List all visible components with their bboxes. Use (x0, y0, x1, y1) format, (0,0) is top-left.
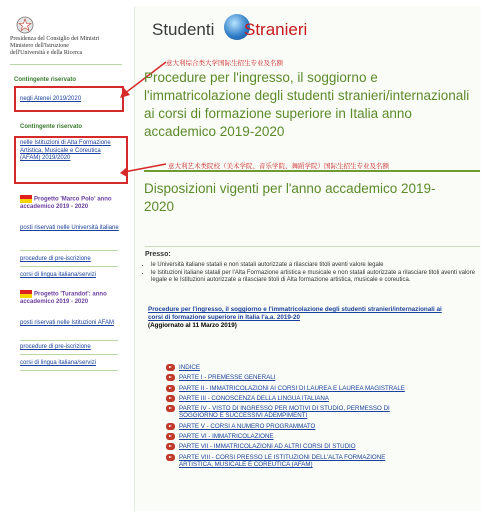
toc-label: PARTE IV - VISTO DI INGRESSO PER MOTIVI DI STUDIO, PERMESSO DI SOGGIORNO E SUCCESSIVI ADEMPIMENTI (179, 405, 390, 420)
toc-item-parte-6[interactable] (166, 433, 416, 440)
marco-polo-section (20, 195, 120, 212)
section-title: Contingente riservato (20, 124, 83, 130)
toc-label: PARTE I - PREMESSE GENERALI (179, 374, 276, 382)
italian-emblem-icon (16, 16, 34, 34)
sidebar-link-atenei[interactable]: negli Atenei 2019/2020 (20, 96, 82, 102)
sidebar-section-afam (20, 124, 124, 132)
arrow-bullet-icon (166, 405, 175, 412)
title-underline (144, 170, 480, 172)
annotation-afam: 意大利艺术类院校（美术学院、音乐学院、舞蹈学院）国际生招生专业及名额 (168, 163, 389, 170)
ministry-line: dell'Università e della Ricerca (10, 50, 83, 56)
china-flag-icon (20, 195, 32, 203)
sidebar-link-universita[interactable]: posti riservati nelle Università italiane (20, 225, 119, 231)
divider (20, 354, 118, 355)
sidebar-section-atenei (14, 77, 118, 85)
presso-block (145, 246, 480, 285)
toc-item-parte-1[interactable] (166, 374, 416, 381)
toc-item-parte-5[interactable] (166, 423, 416, 430)
table-of-contents (166, 364, 416, 471)
divider (20, 250, 118, 251)
arrow-bullet-icon (166, 433, 175, 440)
sidebar-link-corsi-lingua[interactable]: corsi di lingua italiana/servizi (20, 272, 97, 278)
divider (20, 340, 118, 341)
annotation-arrow-icon (118, 150, 168, 178)
sidebar-link-preiscrizione[interactable]: procedure di pre-iscrizione (20, 256, 91, 262)
divider (20, 370, 118, 371)
toc-label: PARTE V - CORSI A NUMERO PROGRAMMATO (179, 422, 316, 430)
procedure-date: (Aggiornato al 11 Marzo 2019) (148, 322, 237, 329)
toc-item-parte-2[interactable] (166, 385, 416, 392)
presso-item: • le Università italiane statali e non statali autorizzate a rilasciare titoli aventi valore legale (151, 262, 480, 269)
arrow-bullet-icon (166, 374, 175, 381)
china-flag-icon (20, 290, 32, 298)
section-title: Contingente riservato (14, 77, 77, 83)
marco-polo-title: Progetto 'Marco Polo' anno accademico 2019 - 2020 (20, 196, 112, 211)
toc-label: PARTE VII - IMMATRICOLAZIONI AD ALTRI CORSI DI STUDIO (179, 443, 356, 451)
toc-item-parte-4[interactable] (166, 405, 416, 420)
toc-item-parte-3[interactable] (166, 395, 416, 402)
sidebar-link-preiscrizione-2[interactable]: procedure di pre-iscrizione (20, 344, 91, 350)
toc-item-parte-8[interactable] (166, 454, 416, 469)
toc-label: INDICE (179, 364, 200, 371)
toc-item-parte-7[interactable] (166, 443, 416, 450)
sidebar-link-afam[interactable]: nelle Istituzioni di Alta Formazione Artistica, Musicale e Coreutica (AFAM) 2019/2020 (20, 140, 111, 161)
divider (10, 64, 122, 65)
logo-studenti: Studenti (152, 20, 215, 39)
sidebar-link-afam-posti[interactable]: posti riservati nelle Istituzioni AFAM (20, 320, 115, 326)
ministry-line: Presidenza del Consiglio dei Ministri (10, 36, 100, 42)
ministry-line: Ministero dell'Istruzione (10, 43, 69, 49)
toc-label: PARTE III - CONOSCENZA DELLA LINGUA ITALIANA (179, 394, 329, 402)
arrow-bullet-icon (166, 423, 175, 430)
turandot-section (20, 290, 120, 307)
procedure-link[interactable]: Procedure per l'ingresso, il soggiorno e l'immatricolazione degli studenti stranieri/internazionali ai corsi di formazione superiore in Italia l'a.a. 2019-20 (148, 306, 442, 321)
toc-label: PARTE II - IMMATRICOLAZIONI AI CORSI DI LAUREA E LAUREA MAGISTRALE (179, 384, 405, 392)
arrow-bullet-icon (166, 395, 175, 402)
logo-stranieri: Stranieri (244, 20, 308, 39)
procedure-block (148, 306, 448, 330)
divider (20, 266, 118, 267)
page-title: Procedure per l'ingresso, il soggiorno e l'immatricolazione degli studenti stranieri/internazionali ai corsi di formazione superiore in Italia anno accademico 2019-2020 (144, 70, 470, 139)
turandot-title: Progetto 'Turandot': anno accademico 2019 - 2020 (20, 291, 107, 306)
arrow-bullet-icon (166, 443, 175, 450)
arrow-bullet-icon (166, 454, 175, 461)
annotation-universities: 意大利综合类大学国际生招生专业及名额 (166, 60, 283, 67)
arrow-bullet-icon (166, 364, 175, 371)
sidebar-link-corsi-lingua-2[interactable]: corsi di lingua italiana/servizi (20, 360, 97, 366)
toc-label: PARTE VI - IMMATRICOLAZIONE (179, 433, 274, 441)
arrow-bullet-icon (166, 385, 175, 392)
ministry-header (10, 36, 116, 57)
toc-item-indice[interactable] (166, 364, 416, 371)
presso-item: • le Istituzioni italiane statali per l'Alta Formazione artistica e musicale e non statali autorizzate a rilasciare titoli aventi valore legale e le Istituzioni autorizzate a rilasciare titoli di Alta formazione artistica, musicale e coreutica. (151, 270, 480, 285)
section-heading: Disposizioni vigenti per l'anno accademico 2019-2020 (144, 181, 436, 214)
toc-label: PARTE VIII - CORSI PRESSO LE ISTITUZIONI DELL'ALTA FORMAZIONE ARTISTICA, MUSICALE E COREUTICA (AFAM) (179, 453, 386, 468)
presso-label: Presso: (145, 251, 171, 258)
